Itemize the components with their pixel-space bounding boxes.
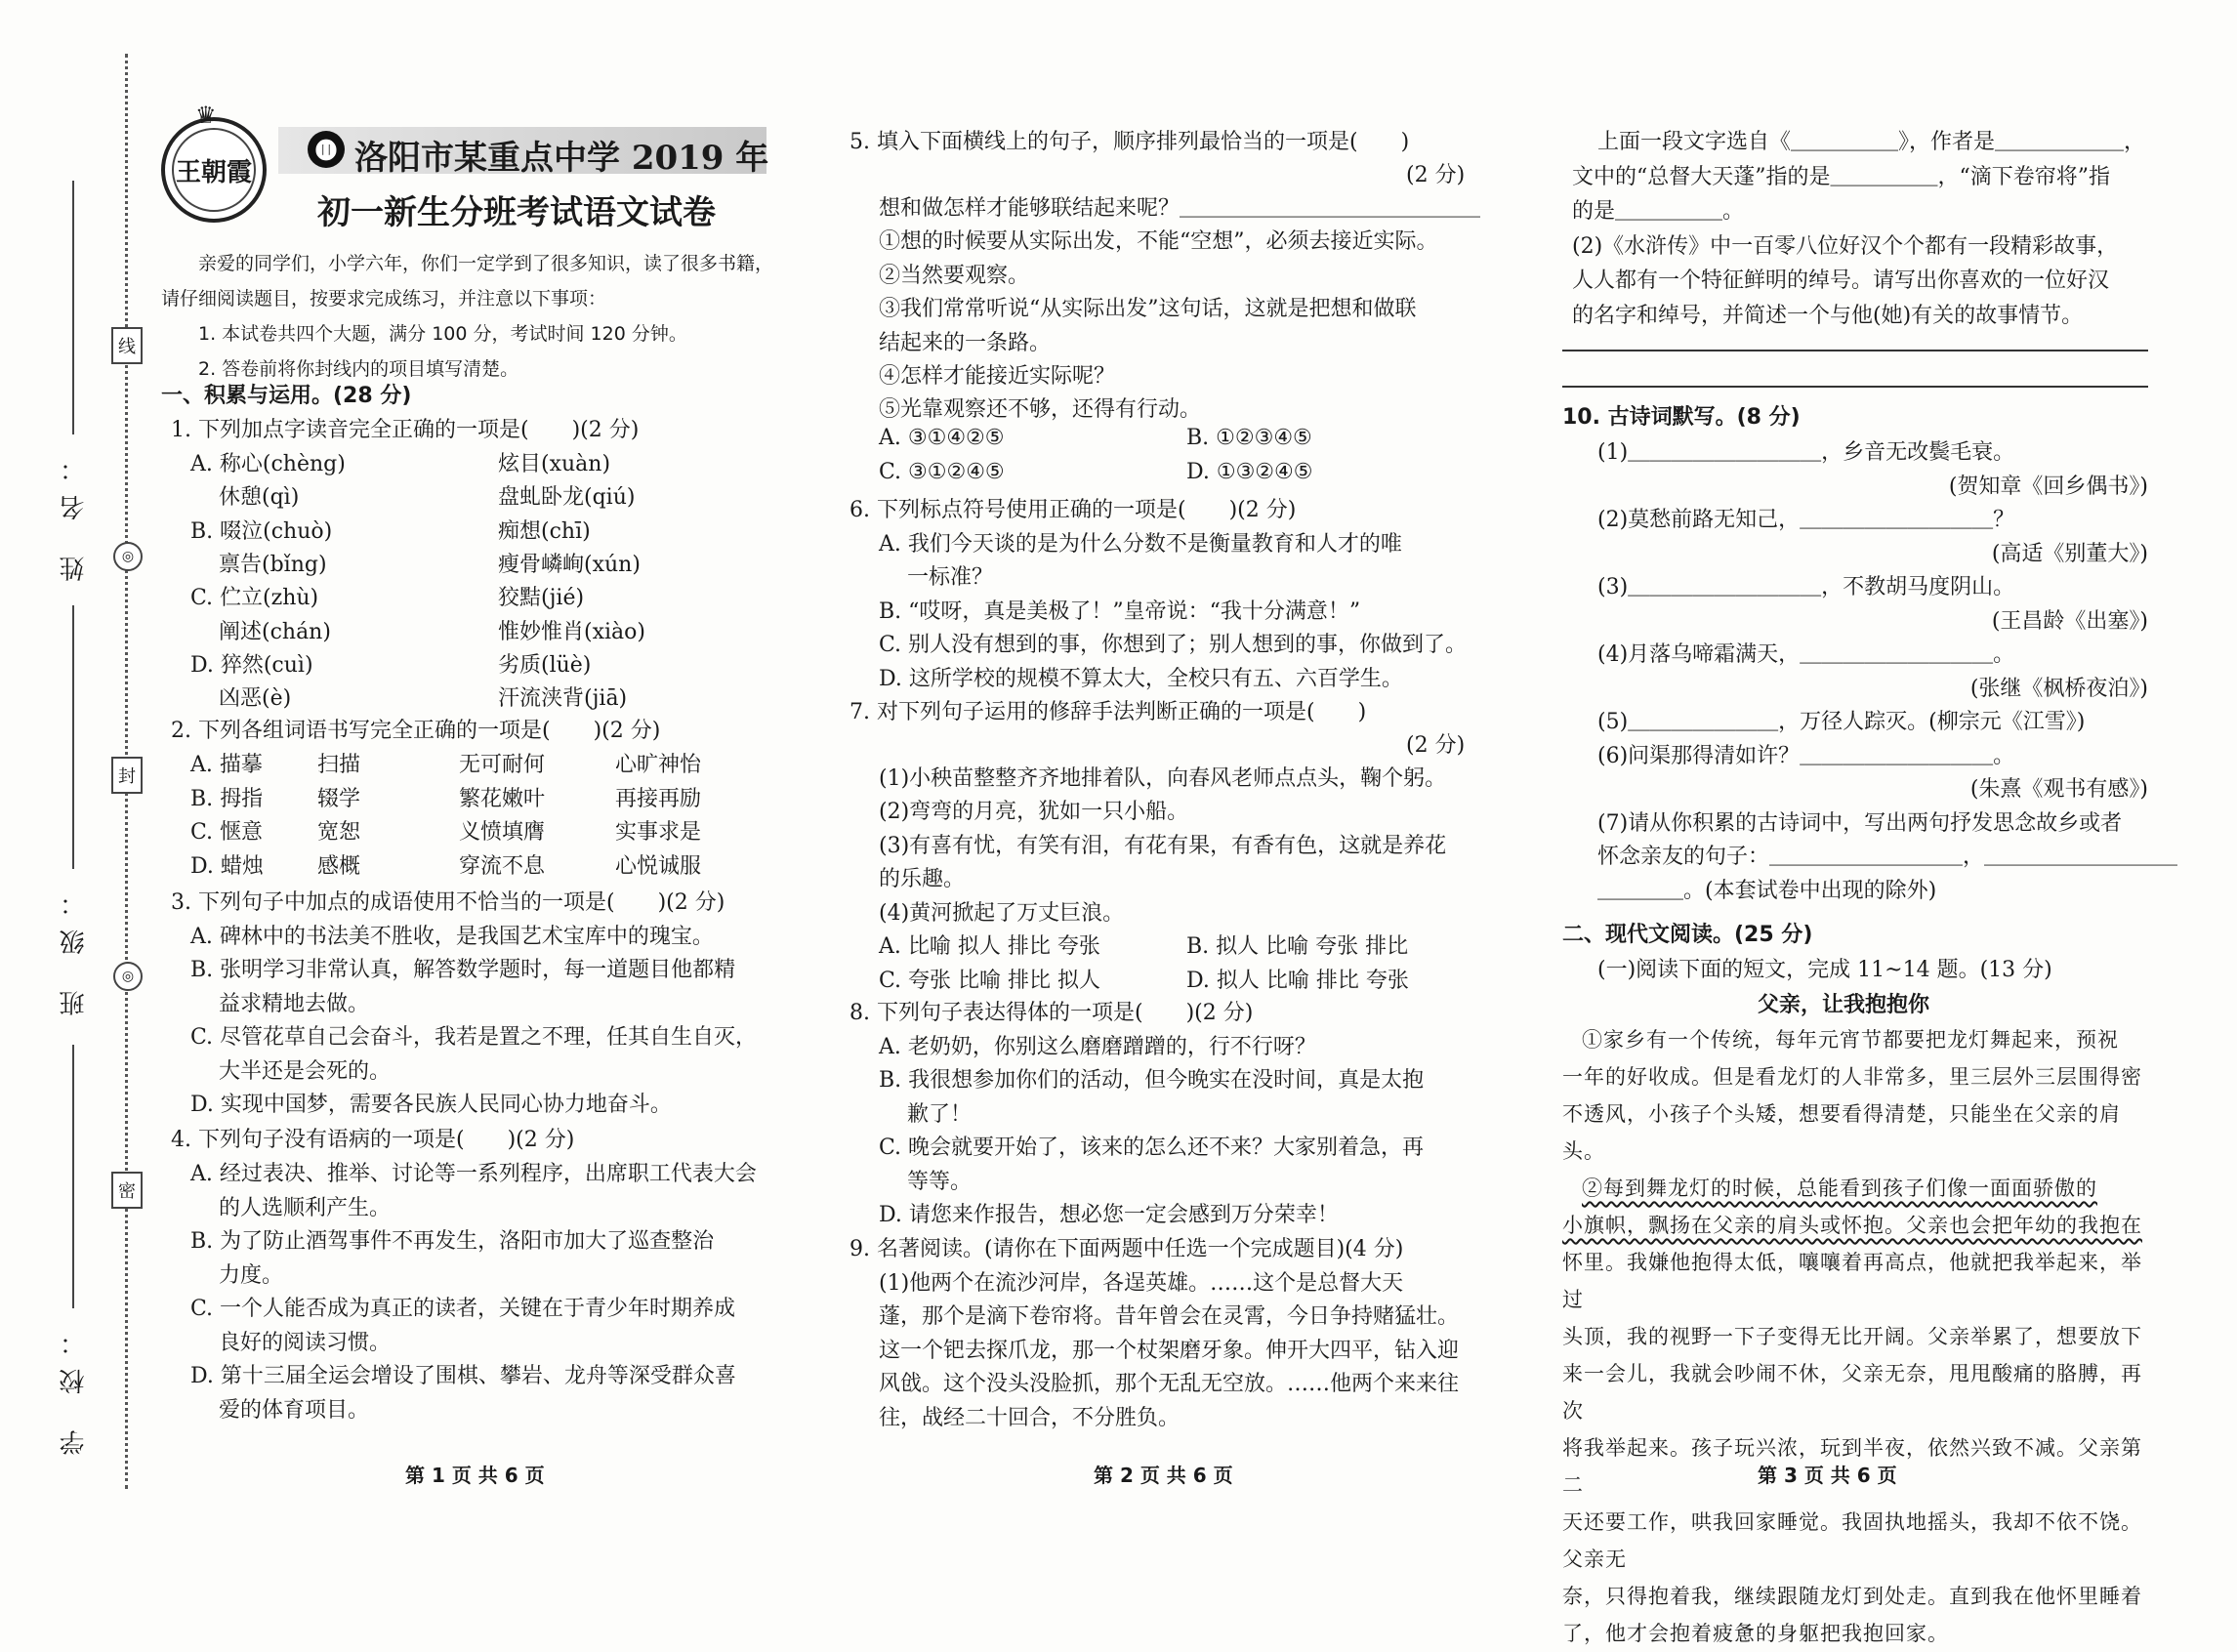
- passage-line: 天还要工作，哄我回家睡觉。我固执地摇头，我却不依不饶。父亲无: [1562, 1510, 2142, 1571]
- question-line: (4)黄河掀起了万丈巨浪。: [879, 900, 1125, 926]
- question-line: 的名字和绰号，并简述一个与他(她)有关的故事情节。: [1572, 303, 2084, 328]
- option-text: D. ①③②④⑤: [1186, 459, 1313, 484]
- question-line: (1)小秧苗整整齐齐地排着队，向春风老师点点头，鞠个躬。: [879, 766, 1447, 791]
- passage-line: 怀里。我嫌他抱得太低，嚷嚷着再高点，他就把我举起来，举过: [1562, 1251, 2142, 1311]
- option-text: A. 比喻 拟人 排比 夸张: [879, 934, 1100, 959]
- option-text: 惟妙惟肖(xiào): [498, 619, 645, 644]
- option-text: 凶恶(è): [190, 686, 292, 712]
- section-2-heading: 二、现代文阅读。(25 分): [1562, 923, 1813, 947]
- intro-note-1: 1. 本试卷共四个大题，满分 100 分，考试时间 120 分钟。: [198, 323, 687, 345]
- option-text: 实事求是: [615, 820, 702, 845]
- option-text: 炫目(xuàn): [498, 452, 611, 476]
- school-field[interactable]: [49, 1045, 98, 1455]
- passage-line: 不透风，小孩子个头矮，想要看得清楚，只能坐在父亲的肩头。: [1562, 1102, 2121, 1163]
- logo-text: 王朝霞: [172, 128, 256, 212]
- option-text: A. 老奶奶，你别这么磨磨蹭蹭的，行不行呀？: [879, 1035, 1316, 1059]
- option-text: D. 猝然(cuì): [190, 652, 313, 678]
- page-1: [161, 0, 786, 1545]
- option-text: A. ③①④②⑤: [879, 426, 1005, 450]
- question-4: 4. 下列句子没有语病的一项是( )(2 分): [171, 1128, 575, 1152]
- option-text: 辍学: [317, 786, 361, 811]
- poem-line: ＿＿＿＿。(本套试卷中出现的除外): [1597, 878, 1937, 903]
- option-text: A. 描摹: [190, 753, 263, 777]
- exam-number-badge: ⓫: [308, 131, 345, 168]
- option-text: B. ①②③④⑤: [1186, 426, 1312, 450]
- option-text: B. 拟人 比喻 夸张 排比: [1186, 934, 1409, 959]
- page-footer-3: 第 3 页 共 6 页: [1758, 1464, 1897, 1487]
- school-label: 学 校：: [59, 1316, 89, 1456]
- option-text: 无可耐何: [459, 753, 546, 777]
- question-line: ④怎样才能接近实际呢？: [879, 364, 1116, 389]
- passage-line: 小旗帜，飘扬在父亲的肩头或怀抱。父亲也会把年幼的我抱在: [1562, 1214, 2142, 1237]
- question-line: (1)他两个在流沙河岸，各逞英雄。……这个是总督大天: [879, 1271, 1404, 1296]
- question-line: 文中的“总督大天蓬”指的是＿＿＿＿＿，“滴下卷帘将”指: [1572, 164, 2110, 189]
- option-text: D. 蜡烛: [190, 853, 264, 879]
- option-text: C. 惬意: [190, 820, 264, 845]
- exam-header: [161, 102, 786, 234]
- exam-instructions: [161, 246, 786, 387]
- option-text: 义愤填膺: [459, 820, 546, 845]
- option-text: A. 经过表决、推举、讨论等一系列程序，出席职工代表大会: [190, 1162, 757, 1186]
- section-1-heading: 一、积累与运用。(28 分): [161, 384, 412, 408]
- option-text: 扫描: [317, 753, 361, 777]
- passage-line: ②每到舞龙灯的时候，总能看到孩子们像一面面骄傲的: [1582, 1177, 2097, 1200]
- question-line: 蓬，那个是滴下卷帘将。昔年曾会在灵霄，今日争持赌猛壮。: [879, 1304, 1460, 1330]
- question-5: 5. 填入下面横线上的句子，顺序排列最恰当的一项是( ): [849, 130, 1410, 154]
- option-text: 大半还是会死的。: [190, 1058, 391, 1084]
- option-text: A. 碑林中的书法美不胜收，是我国艺术宝库中的瑰宝。: [190, 925, 714, 949]
- option-text: 穿流不息: [459, 853, 546, 879]
- passage-line: 头顶，我的视野一下子变得无比开阔。父亲举累了，想要放下: [1562, 1325, 2142, 1348]
- option-text: C. 晚会就要开始了，该来的怎么还不来？大家别着急，再: [879, 1136, 1425, 1161]
- option-text: 力度。: [190, 1262, 283, 1288]
- class-label: 班 级：: [59, 877, 89, 1016]
- option-text: B. 啜泣(chuò): [190, 518, 333, 544]
- poem-source: (高适《别董大》): [1991, 541, 2148, 566]
- option-text: C. 别人没有想到的事，你想到了；别人想到的事，你做到了。: [879, 633, 1468, 658]
- poem-line: 怀念亲友的句子：＿＿＿＿＿＿＿＿＿，＿＿＿＿＿＿＿＿＿: [1597, 845, 2178, 869]
- option-text: 一标准？: [879, 565, 993, 591]
- question-line: (2)《水浒传》中一百零八位好汉个个都有一段精彩故事，: [1572, 233, 2119, 259]
- question-7-score: (2 分): [1406, 733, 1466, 758]
- option-text: 禀告(bǐng): [190, 552, 327, 577]
- name-label: 姓 名：: [59, 442, 89, 582]
- question-line: ③我们常常听说“从实际出发”这句话，这就是把想和做联: [879, 297, 1417, 322]
- class-field[interactable]: [49, 605, 98, 1015]
- question-line: 上面一段文字选自《＿＿＿＿＿》，作者是＿＿＿＿＿＿，: [1597, 130, 2146, 154]
- option-text: 休憩(qì): [190, 485, 300, 511]
- question-line: ②当然要观察。: [879, 263, 1030, 288]
- option-text: 汗流浃背(jiā): [498, 686, 628, 712]
- poem-line: (5)＿＿＿＿＿＿＿，万径人踪灭。(柳宗元《江雪》): [1597, 710, 2086, 734]
- question-9: 9. 名著阅读。(请你在下面两题中任选一个完成题目)(4 分): [849, 1237, 1404, 1261]
- option-text: 心悦诚服: [615, 853, 702, 879]
- question-line: (2)弯弯的月亮，犹如一只小船。: [879, 800, 1189, 825]
- option-text: 盘虬卧龙(qiú): [498, 485, 636, 511]
- option-text: 等等。: [879, 1169, 972, 1194]
- cut-mark-secret: 密: [111, 1172, 143, 1209]
- intro-note-2: 2. 答卷前将你封线内的项目填写清楚。: [198, 358, 519, 380]
- option-text: C. 一个人能否成为真正的读者，关键在于青少年时期养成: [190, 1297, 736, 1321]
- option-text: 歉了！: [879, 1101, 972, 1127]
- brand-logo: [161, 117, 267, 223]
- option-text: 益求精地去做。: [190, 991, 369, 1016]
- question-line: 想和做怎样才能够联结起来呢？＿＿＿＿＿＿＿＿＿＿＿＿＿＿: [879, 196, 1481, 221]
- poem-line: (7)请从你积累的古诗词中，写出两句抒发思念故乡或者: [1597, 810, 2123, 836]
- option-text: D. 第十三届全运会增设了围棋、攀岩、龙舟等深受群众喜: [190, 1364, 736, 1388]
- subsection-1: (一)阅读下面的短文，完成 11~14 题。(13 分): [1597, 958, 2052, 982]
- question-line: ①想的时候要从实际出发，不能“空想”，必须去接近实际。: [879, 229, 1438, 255]
- option-text: D. 请您来作报告，想必您一定会感到万分荣幸！: [879, 1203, 1339, 1227]
- passage-line: 奈，只得抱着我，继续跟随龙灯到处走。直到我在他怀里睡着: [1562, 1585, 2142, 1608]
- page-3: [1562, 0, 2178, 1645]
- option-text: 繁花嫩叶: [459, 786, 546, 811]
- option-text: 爱的体育项目。: [190, 1397, 369, 1423]
- passage-line: 一年的好收成。但是看龙灯的人非常多，里三层外三层围得密: [1562, 1065, 2142, 1089]
- option-text: C. 伫立(zhù): [190, 586, 319, 611]
- title-line-1: 洛阳市某重点中学 2019 年: [354, 139, 769, 178]
- option-text: C. ③①②④⑤: [879, 459, 1005, 484]
- option-text: C. 尽管花草自己会奋斗，我若是置之不理，任其自生自灭，: [190, 1025, 758, 1051]
- binding-strip: [0, 0, 146, 1545]
- binding-hole-icon: ◎: [113, 962, 143, 991]
- poem-line: (1)＿＿＿＿＿＿＿＿＿，乡音无改鬓毛衰。: [1597, 440, 2015, 465]
- option-text: 劣质(lüè): [498, 652, 592, 678]
- question-7: 7. 对下列句子运用的修辞手法判断正确的一项是( ): [849, 700, 1367, 724]
- answer-line[interactable]: [1562, 350, 2148, 351]
- question-6: 6. 下列标点符号使用正确的一项是( )(2 分): [849, 498, 1297, 522]
- passage-line: 了，他才会抱着疲惫的身躯把我抱回家。: [1562, 1622, 1949, 1645]
- option-text: 宽恕: [317, 820, 361, 845]
- option-text: 狡黠(jié): [498, 586, 585, 611]
- poem-source: (王昌龄《出塞》): [1991, 608, 2148, 634]
- poem-source: (朱熹《观书有感》): [1969, 777, 2148, 802]
- question-line: 这一个钯去探爪龙，那一个杖架磨牙象。伸开大四平，钻入迎: [879, 1338, 1460, 1363]
- poem-line: (2)莫愁前路无知己，＿＿＿＿＿＿＿＿＿？: [1597, 508, 2015, 532]
- question-line: 的是＿＿＿＿＿。: [1572, 199, 1745, 224]
- page-footer-2: 第 2 页 共 6 页: [1094, 1464, 1233, 1487]
- question-8: 8. 下列句子表达得体的一项是( )(2 分): [849, 1001, 1254, 1025]
- question-1: 1. 下列加点字读音完全正确的一项是( )(2 分): [171, 418, 640, 442]
- question-line: 往，战经二十回合，不分胜负。: [879, 1405, 1181, 1430]
- option-text: D. 拟人 比喻 排比 夸张: [1186, 968, 1409, 993]
- option-text: B. 为了防止酒驾事件不再发生，洛阳市加大了巡查整治: [190, 1229, 715, 1254]
- title-line-2: 初一新生分班考试语文试卷: [317, 193, 716, 232]
- option-text: B. 我很想参加你们的活动，但今晚实在没时间，真是太抱: [879, 1068, 1425, 1094]
- passage-line: 将我举起来。孩子玩兴浓，玩到半夜，依然兴致不减。父亲第二: [1562, 1436, 2142, 1497]
- crown-icon: ♛: [195, 102, 217, 129]
- passage-body: [1562, 1021, 2158, 1652]
- question-line: 结起来的一条路。: [879, 330, 1052, 355]
- question-2: 2. 下列各组词语书写完全正确的一项是( )(2 分): [171, 719, 661, 743]
- poem-line: (6)问渠那得清如许？＿＿＿＿＿＿＿＿＿。: [1597, 743, 2015, 768]
- page-2: [849, 0, 1481, 1545]
- answer-line[interactable]: [1562, 386, 2148, 388]
- question-line: ⑤光靠观察还不够，还得有行动。: [879, 397, 1202, 423]
- option-text: D. 实现中国梦，需要各民族人民同心协力地奋斗。: [190, 1093, 672, 1117]
- option-text: 痴想(chī): [498, 518, 591, 544]
- question-5-score: (2 分): [1406, 163, 1466, 187]
- cut-mark-line: 线: [111, 327, 143, 364]
- cut-mark-seal: 封: [111, 757, 143, 794]
- poem-source: (张继《枫桥夜泊》): [1969, 676, 2148, 701]
- poem-line: (4)月落乌啼霜满天，＿＿＿＿＿＿＿＿＿。: [1597, 642, 2015, 667]
- option-text: 阐述(chán): [190, 619, 331, 644]
- poem-source: (贺知章《回乡偶书》): [1948, 474, 2148, 499]
- option-text: D. 这所学校的规模不算太大，全校只有五、六百学生。: [879, 666, 1403, 691]
- intro-greeting: 亲爱的同学们，小学六年，你们一定学到了很多知识，读了很多书籍，请仔细阅读题目，按要求完成练习，并注意以下事项：: [161, 253, 774, 310]
- question-10: 10. 古诗词默写。(8 分): [1562, 405, 1801, 430]
- option-text: 的人选顺利产生。: [190, 1195, 391, 1220]
- question-line: 人人都有一个特征鲜明的绰号。请写出你喜欢的一位好汉: [1572, 268, 2110, 293]
- name-field[interactable]: [49, 181, 98, 581]
- option-text: 感概: [317, 853, 361, 879]
- question-3: 3. 下列句子中加点的成语使用不恰当的一项是( )(2 分): [171, 890, 725, 915]
- question-line: 的乐趣。: [879, 867, 966, 892]
- option-text: 良好的阅读习惯。: [190, 1330, 391, 1355]
- option-text: A. 称心(chèng): [190, 452, 346, 476]
- option-text: B. “哎呀，真是美极了！”皇帝说：“我十分满意！”: [879, 599, 1361, 624]
- name-blank[interactable]: [72, 181, 74, 434]
- option-text: C. 夸张 比喻 排比 拟人: [879, 968, 1101, 993]
- school-blank[interactable]: [72, 1045, 74, 1308]
- poem-line: (3)＿＿＿＿＿＿＿＿＿，不教胡马度阴山。: [1597, 575, 2015, 599]
- binding-hole-icon: ◎: [113, 542, 143, 571]
- option-text: A. 我们今天谈的是为什么分数不是衡量教育和人才的唯: [879, 532, 1402, 557]
- question-line: (3)有喜有忧，有笑有泪，有花有果，有香有色，这就是养花: [879, 833, 1447, 858]
- option-text: B. 拇指: [190, 786, 264, 811]
- question-line: 风戗。这个没头没脸抓，那个无乱无空放。……他两个来来往: [879, 1372, 1460, 1397]
- option-text: 瘦骨嶙峋(xún): [498, 552, 641, 577]
- page-footer-1: 第 1 页 共 6 页: [405, 1464, 545, 1487]
- passage-line: 来一会儿，我就会吵闹不休，父亲无奈，甩甩酸痛的胳膊，再次: [1562, 1362, 2142, 1423]
- class-blank[interactable]: [72, 605, 74, 869]
- passage-line: ①家乡有一个传统，每年元宵节都要把龙灯舞起来，预祝: [1582, 1028, 2119, 1052]
- passage-title: 父亲，让我抱抱你: [1758, 993, 1930, 1017]
- option-text: 心旷神怡: [615, 753, 702, 777]
- option-text: 再接再励: [615, 786, 702, 811]
- option-text: B. 张明学习非常认真，解答数学题时，每一道题目他都精: [190, 958, 736, 983]
